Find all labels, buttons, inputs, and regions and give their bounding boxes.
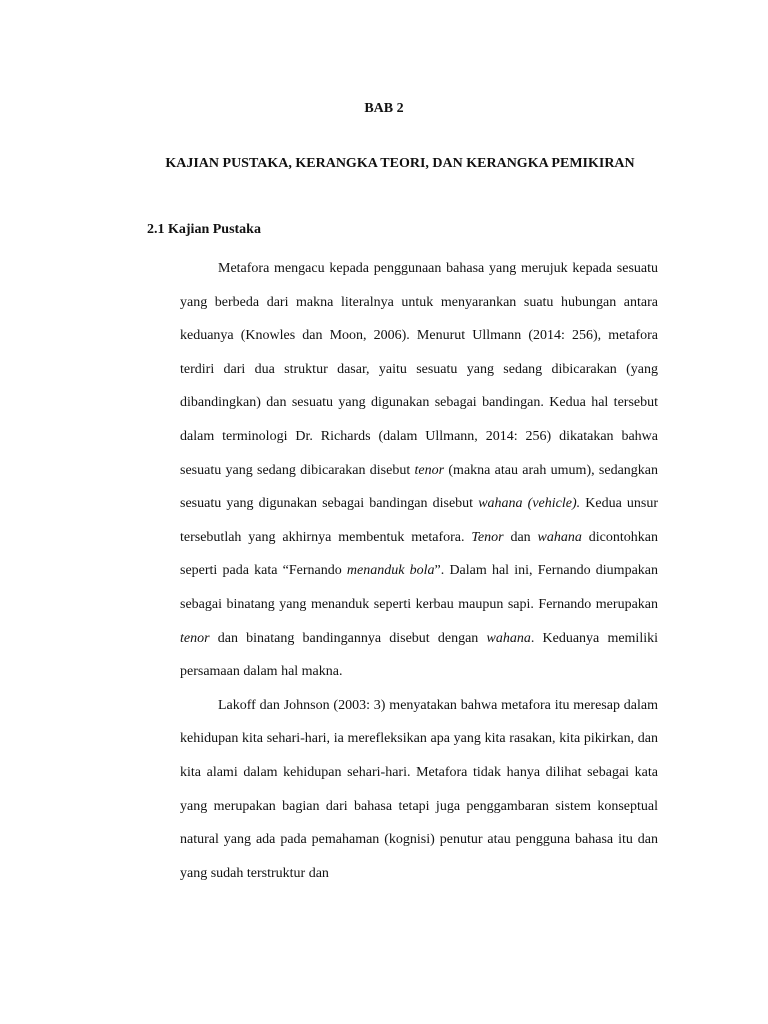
italic-term: Tenor: [471, 529, 504, 545]
chapter-title: KAJIAN PUSTAKA, KERANGKA TEORI, DAN KERANGKA PEMIKIRAN: [165, 156, 635, 171]
text-run: Lakoff dan Johnson (2003: 3) menyatakan bahwa metafora itu meresap dalam kehidupan kita sehari-hari, ia merefleksikan apa yang kita rasakan, kita pikirkan, dan kita alami dalam kehidupan sehari-hari. Metafora tidak hanya dilihat sebagai kata yang merupakan bagian dari bahasa tetapi juga penggambaran sistem konseptual natural yang ada pada pemahaman (kognisi) penutur atau pengguna bahasa itu dan yang sudah terstruktur dan: [180, 697, 658, 881]
section-heading: 2.1 Kajian Pustaka: [147, 222, 261, 237]
paragraph: [180, 252, 658, 689]
text-run: Kedua unsur tersebutlah yang akhirnya membentuk metafora.: [180, 496, 659, 545]
italic-term: wahana: [486, 630, 531, 646]
italic-term: menanduk bola: [346, 563, 435, 579]
italic-term: wahana (vehicle).: [478, 496, 581, 512]
body-text: [180, 252, 658, 890]
text-run: dicontohkan seperti pada kata “Fernando: [180, 529, 658, 579]
italic-term: tenor: [180, 630, 210, 646]
text-run: dan: [503, 529, 538, 545]
text-run: . Keduanya memiliki persamaan dalam hal makna.: [180, 630, 658, 680]
text-run: (makna atau arah umum), sedangkan sesuatu yang digunakan sebagai bandingan disebut: [180, 462, 658, 512]
chapter-heading: BAB 2: [364, 101, 404, 116]
paragraph: [180, 689, 658, 891]
text-run: ”. Dalam hal ini, Fernando diumpakan sebagai binatang yang menanduk seperti kerbau maupun sapi. Fernando merupakan: [180, 563, 658, 612]
text-run: dan binatang bandingannya disebut dengan: [209, 630, 487, 646]
text-run: Metafora mengacu kepada penggunaan bahasa yang merujuk kepada sesuatu yang berbeda dari makna literalnya untuk menyarankan suatu hubungan antara keduanya (Knowles dan Moon, 2006). Menurut Ullmann (2014: 256), metafora terdiri dari dua struktur dasar, yaitu sesuatu yang sedang dibicarakan (yang dibandingkan) dan sesuatu yang digunakan sebagai bandingan. Kedua hal tersebut dalam terminologi Dr. Richards (dalam Ullmann, 2014: 256) dikatakan bahwa sesuatu yang sedang dibicarakan disebut: [180, 261, 658, 478]
italic-term: wahana: [537, 529, 582, 545]
italic-term: tenor: [414, 462, 445, 478]
